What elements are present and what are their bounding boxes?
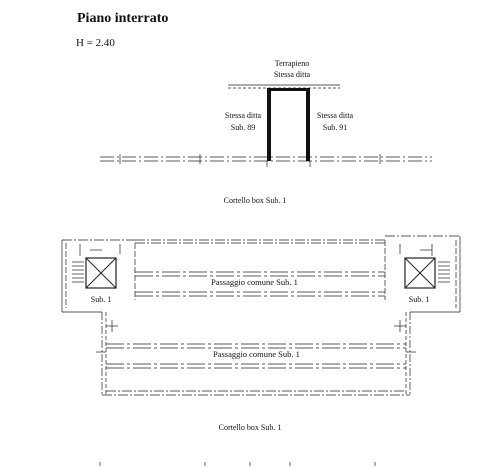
terrain-label: Terrapieno (274, 59, 310, 68)
section-caption: Cortello box Sub. 1 (223, 196, 287, 205)
height-label: H = 2.40 (76, 37, 115, 49)
plan-drawing (62, 236, 460, 395)
terrain-owner-label: Stessa ditta (273, 70, 311, 79)
ceiling-slab (267, 88, 310, 91)
bottom-ticks (100, 462, 375, 466)
page-title: Piano interrato (77, 11, 169, 26)
right-neighbor-label: Stessa ditta (316, 111, 354, 120)
plan-caption: Cortello box Sub. 1 (218, 423, 282, 432)
right-stair-label: Sub. 1 (408, 295, 430, 304)
left-neighbor-sub: Sub. 89 (230, 123, 256, 132)
left-neighbor-label: Stessa ditta (224, 111, 262, 120)
passage-top-label: Passaggio comune Sub. 1 (211, 277, 298, 287)
left-stair-label: Sub. 1 (90, 295, 112, 304)
right-neighbor-sub: Sub. 91 (322, 123, 348, 132)
passage-bottom-label: Passaggio comune Sub. 1 (213, 349, 300, 359)
